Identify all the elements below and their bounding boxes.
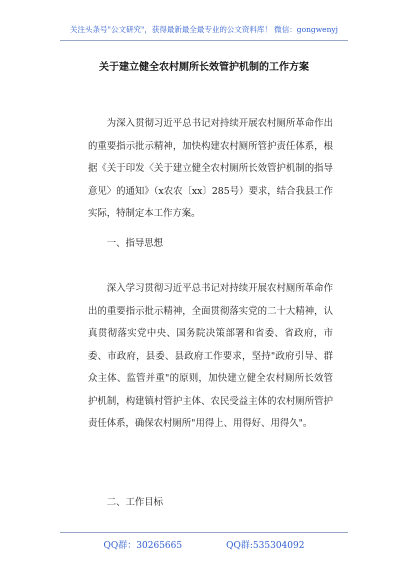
section-guiding-ideology-body: 深入学习贯彻习近平总书记对持续开展农村厕所革命作出的重要指示批示精神，全面贯彻落实党的二十大精神，认真贯彻落实党中央、国务院决策部署和省委、省政府，市委、市政府，县委、县政府工作要求，坚持"政府引导、群众主体、监管并重"的原则，加快建立健全农村厕所长效管护机制，构建镇村管护主体、农民受益主体的农村厕所管护责任体系，确保农村厕所"用得上、用得好、用得久"。 [88,283,333,429]
footer-divider [60,532,348,533]
section-heading-guiding-ideology: 一、指导思想 [106,238,164,249]
intro-paragraph: 为深入贯彻习近平总书记对持续开展农村厕所革命作出的重要指示批示精神，加快构建农村厕所管护责任体系，根据《关于印发〈关于建立健全农村厕所长效管护机制的指导意见〉的通知》（x农农〔xx〕285号）要求，结合我县工作实际，特制定本工作方案。 [88,118,333,219]
document-title: 关于建立健全农村厕所长效管护机制的工作方案 [99,62,309,73]
footer-qq-group-2: QQ群:535304092 [226,541,305,551]
section-heading-work-goals: 二、工作目标 [106,497,164,508]
header-banner: 关注头条号"公文研究"，获得最新最全最专业的公文资料库！ 微信：gongwenyj [70,25,338,34]
footer [0,538,408,551]
header-divider [60,40,348,41]
footer-qq-group-1: QQ群：30265665 [103,541,183,551]
